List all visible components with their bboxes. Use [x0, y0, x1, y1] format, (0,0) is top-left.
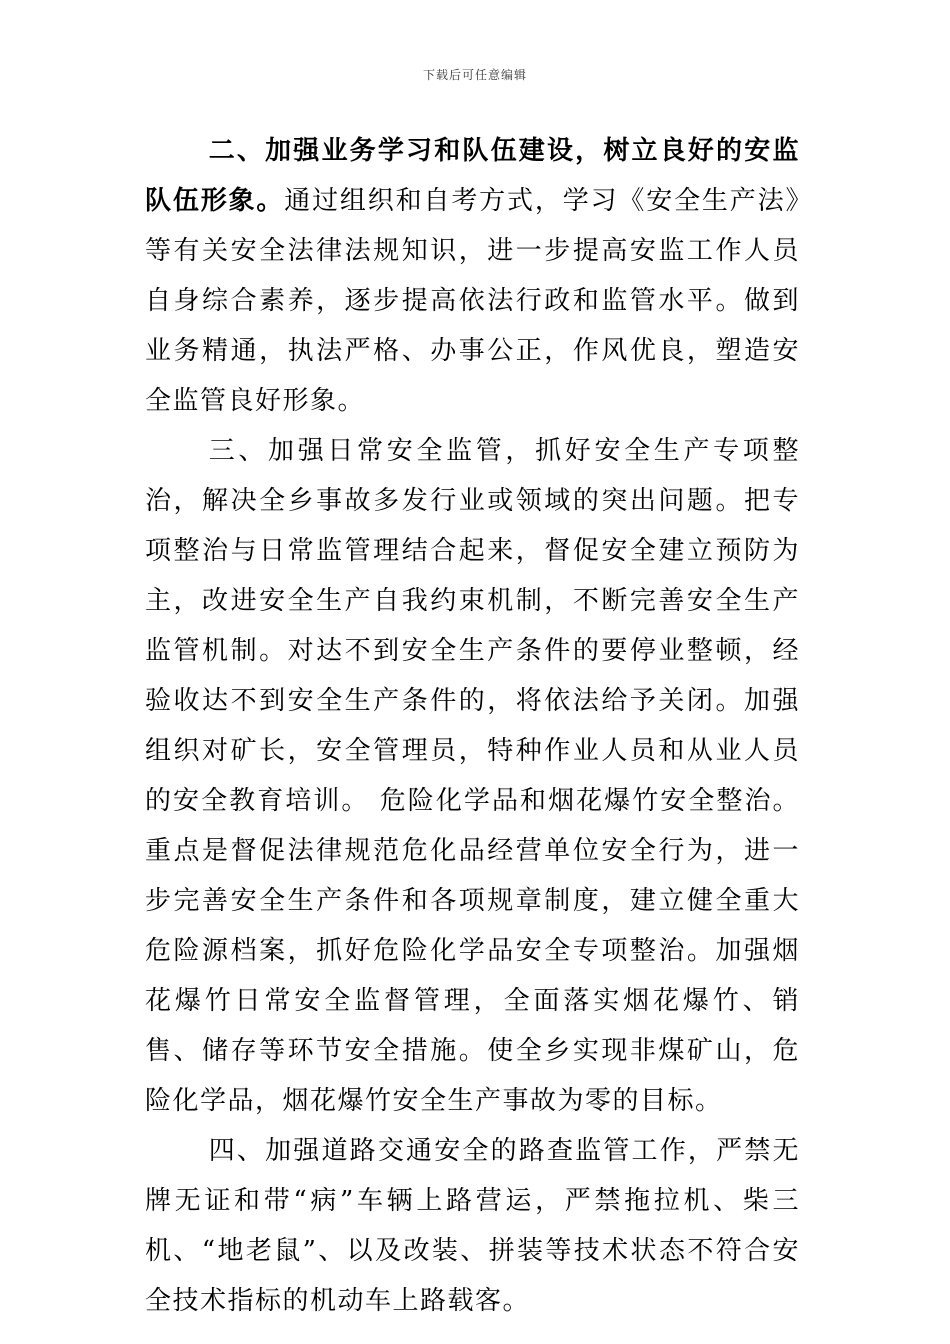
header-note: 下载后可任意编辑 — [422, 68, 527, 82]
paragraph-3: 三、加强日常安全监管，抓好安全生产专项整治，解决全乡事故多发行业或领域的突出问题。把专项整治与日常监管理结合起来，督促安全建立预防为主，改进安全生产自我约束机制，不断完善安全生产监管机制。对达不到安全生产条件的要停业整顿，经验收达不到安全生产条件的，将依法给予关闭。加强组织对矿长，安全管理员，特种作业人员和从业人员的安全教育培训。 危险化学品和烟花爆竹安全整治。重点是督促法律规范危化品经营单位安全行为，进一步完善安全生产条件和各项规章制度，建立健全重大危险源档案，抓好危险化学品安全专项整治。加强烟花爆竹日常安全监督管理，全面落实烟花爆竹、销售、储存等环节安全措施。使全乡实现非煤矿山，危险化学品，烟花爆竹安全生产事故为零的目标。 — [145, 436, 800, 1116]
paragraph-4: 四、加强道路交通安全的路查监管工作，严禁无牌无证和带“病”车辆上路营运，严禁拖拉机、柴三机、“地老鼠”、以及改装、拼装等技术状态不符合安全技术指标的机动车上路载客。 — [145, 1136, 800, 1316]
paragraph-2-text: 通过组织和自考方式，学习《安全生产法》等有关安全法律法规知识，进一步提高安监工作人员自身综合素养，逐步提高依法行政和监管水平。做到业务精通，执法严格、办事公正，作风优良，塑造安全监管良好形象。 — [145, 186, 800, 416]
paragraph-2-heading: 二、加强业务学习和队伍建设，树立良好的安监队伍形象。 — [145, 136, 800, 216]
paragraph-2 — [145, 126, 800, 426]
document-body — [145, 126, 800, 1326]
